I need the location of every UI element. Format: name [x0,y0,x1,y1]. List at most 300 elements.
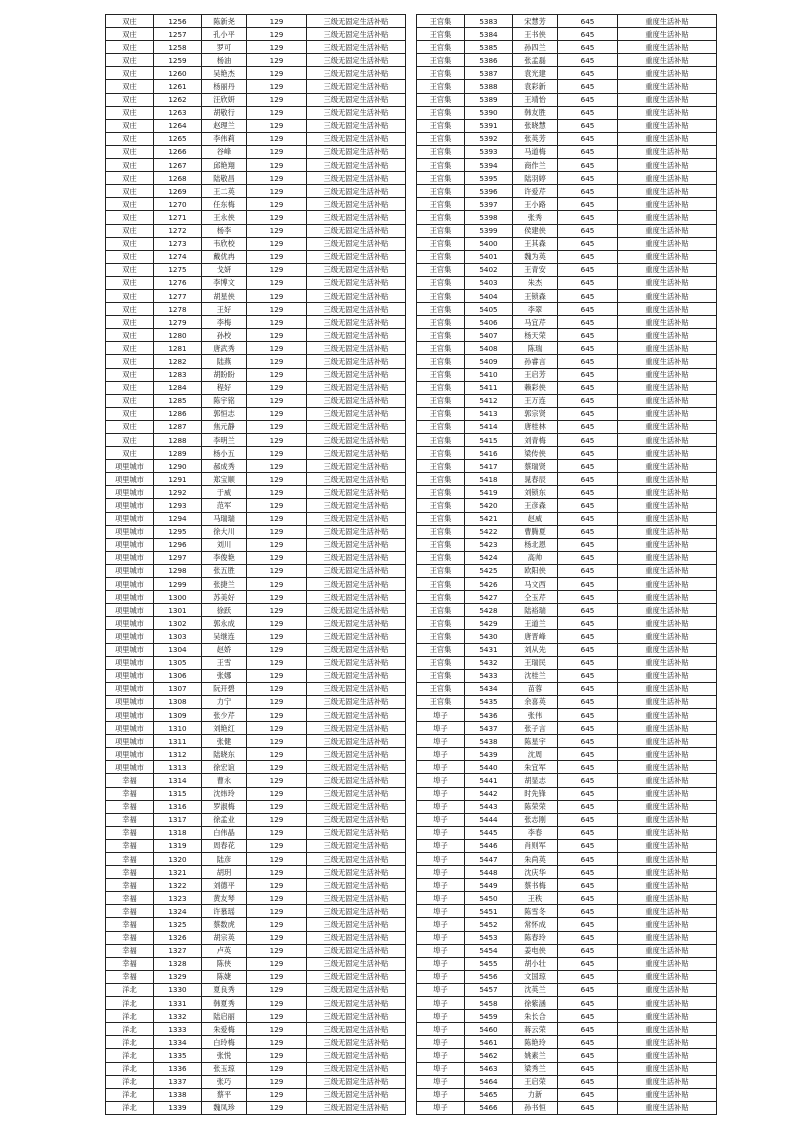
subsidy-type-cell: 重度生活补贴 [618,1088,717,1101]
serial-number-cell: 5440 [465,761,513,774]
table-row [417,695,717,708]
village-cell: 幸福 [106,774,154,787]
amount-cell: 645 [558,224,618,237]
name-cell: 朱杰 [513,276,558,289]
amount-cell: 129 [247,879,307,892]
table-row [106,774,406,787]
amount-cell: 645 [558,944,618,957]
subsidy-type-cell: 三级无固定生活补贴 [307,591,406,604]
amount-cell: 645 [558,172,618,185]
subsidy-type-cell: 三级无固定生活补贴 [307,708,406,721]
table-row [417,316,717,329]
village-cell: 双庄 [106,159,154,172]
subsidy-type-cell: 重度生活补贴 [618,342,717,355]
name-cell: 于威 [202,486,247,499]
table-row [417,918,717,931]
subsidy-type-cell: 重度生活补贴 [618,1049,717,1062]
serial-number-cell: 5417 [465,460,513,473]
table-row [106,80,406,93]
name-cell: 胡玥 [202,866,247,879]
table-row [106,591,406,604]
name-cell: 魏为英 [513,250,558,263]
serial-number-cell: 5427 [465,591,513,604]
subsidy-type-cell: 三级无固定生活补贴 [307,1088,406,1101]
village-cell: 王官集 [417,316,465,329]
table-row [417,997,717,1010]
amount-cell: 645 [558,708,618,721]
amount-cell: 129 [247,551,307,564]
subsidy-type-cell: 三级无固定生活补贴 [307,1075,406,1088]
serial-number-cell: 1320 [154,853,202,866]
name-cell: 苗蓉 [513,682,558,695]
serial-number-cell: 1322 [154,879,202,892]
village-cell: 埠子 [417,879,465,892]
serial-number-cell: 5446 [465,839,513,852]
table-row [106,381,406,394]
village-cell: 双庄 [106,54,154,67]
village-cell: 项里城市 [106,538,154,551]
serial-number-cell: 5444 [465,813,513,826]
table-row [417,381,717,394]
table-row [106,28,406,41]
serial-number-cell: 1301 [154,604,202,617]
table-row [106,119,406,132]
village-cell: 双庄 [106,342,154,355]
serial-number-cell: 1298 [154,564,202,577]
table-row [106,525,406,538]
serial-number-cell: 1310 [154,722,202,735]
amount-cell: 129 [247,774,307,787]
serial-number-cell: 1323 [154,892,202,905]
serial-number-cell: 5390 [465,106,513,119]
serial-number-cell: 5410 [465,368,513,381]
subsidy-type-cell: 重度生活补贴 [618,67,717,80]
name-cell: 陆裕瑞 [513,604,558,617]
village-cell: 双庄 [106,93,154,106]
name-cell: 张秀 [513,211,558,224]
name-cell: 苏美好 [202,591,247,604]
name-cell: 李伟莉 [202,132,247,145]
subsidy-type-cell: 重度生活补贴 [618,407,717,420]
table-row [106,578,406,591]
village-cell: 埠子 [417,748,465,761]
subsidy-type-cell: 三级无固定生活补贴 [307,54,406,67]
amount-cell: 129 [247,172,307,185]
name-cell: 陈瑞 [513,342,558,355]
village-cell: 王官集 [417,289,465,302]
serial-number-cell: 1281 [154,342,202,355]
village-cell: 项里城市 [106,735,154,748]
name-cell: 商作兰 [513,159,558,172]
name-cell: 杨小五 [202,447,247,460]
village-cell: 埠子 [417,722,465,735]
name-cell: 陈新尧 [202,15,247,28]
amount-cell: 129 [247,1062,307,1075]
serial-number-cell: 1336 [154,1062,202,1075]
name-cell: 王启荣 [513,1075,558,1088]
name-cell: 侯建侠 [513,224,558,237]
amount-cell: 645 [558,551,618,564]
subsidy-type-cell: 重度生活补贴 [618,643,717,656]
name-cell: 张巧 [202,1075,247,1088]
amount-cell: 645 [558,316,618,329]
subsidy-type-cell: 三级无固定生活补贴 [307,28,406,41]
subsidy-type-cell: 重度生活补贴 [618,276,717,289]
table-row [106,866,406,879]
amount-cell: 645 [558,617,618,630]
serial-number-cell: 5407 [465,329,513,342]
subsidy-type-cell: 重度生活补贴 [618,250,717,263]
subsidy-type-cell: 三级无固定生活补贴 [307,905,406,918]
subsidy-type-cell: 三级无固定生活补贴 [307,368,406,381]
village-cell: 王官集 [417,41,465,54]
subsidy-type-cell: 重度生活补贴 [618,761,717,774]
serial-number-cell: 1313 [154,761,202,774]
table-row [106,420,406,433]
village-cell: 幸福 [106,892,154,905]
village-cell: 王官集 [417,578,465,591]
name-cell: 力宁 [202,695,247,708]
amount-cell: 645 [558,198,618,211]
subsidy-type-cell: 三级无固定生活补贴 [307,198,406,211]
serial-number-cell: 5398 [465,211,513,224]
village-cell: 王官集 [417,106,465,119]
serial-number-cell: 1329 [154,970,202,983]
serial-number-cell: 5425 [465,564,513,577]
serial-number-cell: 1321 [154,866,202,879]
amount-cell: 645 [558,381,618,394]
subsidy-type-cell: 三级无固定生活补贴 [307,93,406,106]
serial-number-cell: 1284 [154,381,202,394]
name-cell: 杨天荣 [513,329,558,342]
table-row [106,329,406,342]
table-row [106,695,406,708]
name-cell: 谷峰 [202,145,247,158]
table-row [417,839,717,852]
village-cell: 王官集 [417,669,465,682]
name-cell: 王瑞民 [513,656,558,669]
name-cell: 朱长合 [513,1010,558,1023]
serial-number-cell: 1261 [154,80,202,93]
name-cell: 胡显志 [513,774,558,787]
amount-cell: 129 [247,656,307,669]
amount-cell: 129 [247,931,307,944]
serial-number-cell: 5402 [465,263,513,276]
village-cell: 双庄 [106,41,154,54]
table-row [417,761,717,774]
village-cell: 项里城市 [106,761,154,774]
name-cell: 马瑞瑞 [202,512,247,525]
village-cell: 项里城市 [106,512,154,525]
table-row [417,931,717,944]
serial-number-cell: 5387 [465,67,513,80]
name-cell: 马道梅 [513,145,558,158]
table-row [417,407,717,420]
village-cell: 埠子 [417,1101,465,1114]
name-cell: 张玉琼 [202,1062,247,1075]
village-cell: 王官集 [417,604,465,617]
amount-cell: 645 [558,538,618,551]
amount-cell: 645 [558,983,618,996]
table-row [106,145,406,158]
village-cell: 王官集 [417,119,465,132]
name-cell: 朱爱梅 [202,1023,247,1036]
name-cell: 任东梅 [202,198,247,211]
subsidy-type-cell: 重度生活补贴 [618,237,717,250]
subsidy-type-cell: 三级无固定生活补贴 [307,853,406,866]
name-cell: 王靖怡 [513,93,558,106]
subsidy-type-cell: 三级无固定生活补贴 [307,316,406,329]
village-cell: 项里城市 [106,748,154,761]
serial-number-cell: 1296 [154,538,202,551]
amount-cell: 129 [247,145,307,158]
amount-cell: 645 [558,145,618,158]
subsidy-type-cell: 三级无固定生活补贴 [307,394,406,407]
village-cell: 王官集 [417,211,465,224]
amount-cell: 129 [247,944,307,957]
name-cell: 力新 [513,1088,558,1101]
table-row [106,800,406,813]
serial-number-cell: 1257 [154,28,202,41]
serial-number-cell: 1278 [154,303,202,316]
subsidy-type-cell: 重度生活补贴 [618,866,717,879]
village-cell: 项里城市 [106,525,154,538]
table-row [417,682,717,695]
amount-cell: 645 [558,342,618,355]
subsidy-type-cell: 三级无固定生活补贴 [307,119,406,132]
amount-cell: 645 [558,1062,618,1075]
amount-cell: 645 [558,54,618,67]
amount-cell: 645 [558,787,618,800]
table-row [106,839,406,852]
serial-number-cell: 5458 [465,997,513,1010]
table-row [417,708,717,721]
serial-number-cell: 5388 [465,80,513,93]
amount-cell: 645 [558,722,618,735]
amount-cell: 129 [247,525,307,538]
table-row [106,289,406,302]
amount-cell: 129 [247,970,307,983]
subsidy-type-cell: 重度生活补贴 [618,957,717,970]
table-row [106,787,406,800]
serial-number-cell: 5432 [465,656,513,669]
serial-number-cell: 5406 [465,316,513,329]
amount-cell: 645 [558,879,618,892]
village-cell: 王官集 [417,303,465,316]
amount-cell: 129 [247,394,307,407]
name-cell: 王锁森 [513,289,558,302]
subsidy-type-cell: 重度生活补贴 [618,289,717,302]
serial-number-cell: 1272 [154,224,202,237]
table-row [106,826,406,839]
amount-cell: 129 [247,368,307,381]
name-cell: 张志刚 [513,813,558,826]
serial-number-cell: 1312 [154,748,202,761]
subsidy-type-cell: 三级无固定生活补贴 [307,276,406,289]
serial-number-cell: 5412 [465,394,513,407]
serial-number-cell: 1268 [154,172,202,185]
name-cell: 戈妍 [202,263,247,276]
subsidy-type-cell: 重度生活补贴 [618,211,717,224]
subsidy-table-left [105,14,406,1115]
subsidy-type-cell: 三级无固定生活补贴 [307,813,406,826]
amount-cell: 129 [247,132,307,145]
amount-cell: 129 [247,289,307,302]
amount-cell: 129 [247,342,307,355]
subsidy-type-cell: 三级无固定生活补贴 [307,892,406,905]
subsidy-type-cell: 重度生活补贴 [618,355,717,368]
subsidy-type-cell: 重度生活补贴 [618,473,717,486]
serial-number-cell: 5448 [465,866,513,879]
table-row [417,957,717,970]
village-cell: 王官集 [417,682,465,695]
table-row [106,342,406,355]
village-cell: 王官集 [417,145,465,158]
subsidy-type-cell: 重度生活补贴 [618,839,717,852]
village-cell: 埠子 [417,800,465,813]
village-cell: 王官集 [417,355,465,368]
village-cell: 幸福 [106,853,154,866]
table-row [106,460,406,473]
name-cell: 陆燕 [202,355,247,368]
name-cell: 徐孟业 [202,813,247,826]
amount-cell: 129 [247,538,307,551]
subsidy-type-cell: 三级无固定生活补贴 [307,525,406,538]
serial-number-cell: 5438 [465,735,513,748]
serial-number-cell: 5450 [465,892,513,905]
serial-number-cell: 5389 [465,93,513,106]
serial-number-cell: 5408 [465,342,513,355]
amount-cell: 129 [247,1075,307,1088]
village-cell: 王官集 [417,407,465,420]
table-row [106,761,406,774]
amount-cell: 129 [247,460,307,473]
amount-cell: 645 [558,28,618,41]
table-row [106,735,406,748]
table-row [106,106,406,119]
amount-cell: 645 [558,892,618,905]
village-cell: 王官集 [417,80,465,93]
name-cell: 刘川 [202,538,247,551]
subsidy-type-cell: 三级无固定生活补贴 [307,41,406,54]
village-cell: 王官集 [417,486,465,499]
name-cell: 欧阳侠 [513,564,558,577]
name-cell: 余喜英 [513,695,558,708]
village-cell: 双庄 [106,67,154,80]
amount-cell: 129 [247,617,307,630]
subsidy-type-cell: 重度生活补贴 [618,420,717,433]
subsidy-type-cell: 三级无固定生活补贴 [307,355,406,368]
amount-cell: 645 [558,774,618,787]
subsidy-type-cell: 重度生活补贴 [618,617,717,630]
name-cell: 张子言 [513,722,558,735]
village-cell: 埠子 [417,826,465,839]
name-cell: 罗可 [202,41,247,54]
name-cell: 张五胜 [202,564,247,577]
amount-cell: 645 [558,289,618,302]
amount-cell: 645 [558,826,618,839]
amount-cell: 645 [558,394,618,407]
serial-number-cell: 5411 [465,381,513,394]
subsidy-type-cell: 重度生活补贴 [618,316,717,329]
amount-cell: 645 [558,420,618,433]
amount-cell: 129 [247,80,307,93]
name-cell: 杨北恩 [513,538,558,551]
subsidy-type-cell: 三级无固定生活补贴 [307,67,406,80]
name-cell: 郑宝顺 [202,473,247,486]
amount-cell: 129 [247,250,307,263]
subsidy-type-cell: 重度生活补贴 [618,564,717,577]
name-cell: 胡宗英 [202,931,247,944]
amount-cell: 129 [247,1101,307,1114]
table-row [417,329,717,342]
subsidy-type-cell: 重度生活补贴 [618,748,717,761]
amount-cell: 129 [247,761,307,774]
serial-number-cell: 1274 [154,250,202,263]
name-cell: 王雪 [202,656,247,669]
serial-number-cell: 1309 [154,708,202,721]
subsidy-type-cell: 重度生活补贴 [618,656,717,669]
subsidy-type-cell: 重度生活补贴 [618,119,717,132]
serial-number-cell: 5459 [465,1010,513,1023]
name-cell: 刘艳红 [202,722,247,735]
village-cell: 双庄 [106,211,154,224]
amount-cell: 645 [558,159,618,172]
table-row [106,512,406,525]
table-row [417,630,717,643]
name-cell: 唐晋峰 [513,630,558,643]
name-cell: 夏良秀 [202,983,247,996]
name-cell: 胡小壮 [513,957,558,970]
table-row [417,420,717,433]
village-cell: 王官集 [417,381,465,394]
subsidy-type-cell: 重度生活补贴 [618,434,717,447]
village-cell: 幸福 [106,839,154,852]
amount-cell: 645 [558,643,618,656]
subsidy-type-cell: 重度生活补贴 [618,198,717,211]
table-row [106,355,406,368]
village-cell: 埠子 [417,944,465,957]
table-row [106,669,406,682]
subsidy-type-cell: 三级无固定生活补贴 [307,132,406,145]
table-row [417,106,717,119]
village-cell: 王官集 [417,263,465,276]
village-cell: 王官集 [417,460,465,473]
serial-number-cell: 1260 [154,67,202,80]
subsidy-type-cell: 三级无固定生活补贴 [307,564,406,577]
name-cell: 郝成秀 [202,460,247,473]
table-row [106,1010,406,1023]
village-cell: 项里城市 [106,617,154,630]
serial-number-cell: 5434 [465,682,513,695]
serial-number-cell: 5433 [465,669,513,682]
table-row [106,892,406,905]
subsidy-type-cell: 重度生活补贴 [618,813,717,826]
serial-number-cell: 1314 [154,774,202,787]
name-cell: 朱宜军 [513,761,558,774]
village-cell: 双庄 [106,119,154,132]
village-cell: 双庄 [106,106,154,119]
subsidy-type-cell: 三级无固定生活补贴 [307,879,406,892]
table-row [417,237,717,250]
village-cell: 幸福 [106,944,154,957]
table-row [106,54,406,67]
serial-number-cell: 1288 [154,434,202,447]
amount-cell: 129 [247,643,307,656]
serial-number-cell: 1327 [154,944,202,957]
amount-cell: 129 [247,434,307,447]
serial-number-cell: 1267 [154,159,202,172]
